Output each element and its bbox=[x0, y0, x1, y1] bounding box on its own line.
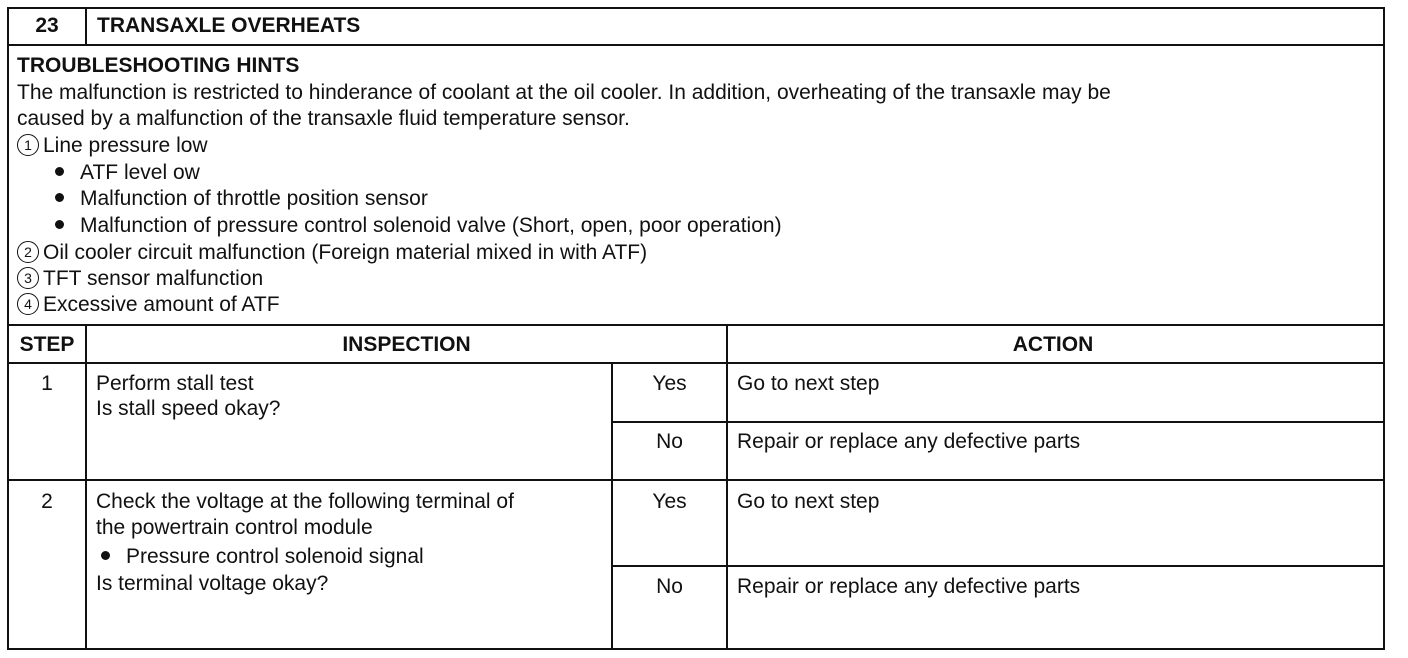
bullet-icon bbox=[55, 193, 64, 202]
step1-inspection-line2: Is stall speed okay? bbox=[96, 397, 281, 420]
header-action: ACTION bbox=[1012, 333, 1094, 356]
hint-item-4 bbox=[17, 292, 280, 318]
step2-bullet-text: Pressure control solenoid signal bbox=[126, 545, 424, 568]
step1-inspection-line1: Perform stall test bbox=[96, 372, 254, 395]
hints-paragraph-line2: caused by a malfunction of the transaxle fluid temperature sensor. bbox=[17, 107, 630, 130]
hints-paragraph-line1: The malfunction is restricted to hinderance of coolant at the oil cooler. In addition, overheating of the transaxle may be bbox=[17, 81, 1111, 104]
hint-item-2-text: Oil cooler circuit malfunction (Foreign material mixed in with ATF) bbox=[43, 241, 648, 264]
circled-number-3: 3 bbox=[17, 267, 39, 289]
header-inspection: INSPECTION bbox=[342, 333, 471, 356]
step2-inspection-line2: the powertrain control module bbox=[96, 516, 373, 539]
hint-sub-item-1 bbox=[55, 160, 200, 186]
bullet-icon bbox=[55, 220, 64, 229]
step-column-divider bbox=[85, 324, 87, 650]
hint-item-1 bbox=[17, 133, 208, 159]
action-column-divider bbox=[726, 324, 728, 650]
step2-inspection-bullet bbox=[101, 544, 424, 570]
bullet-icon bbox=[55, 167, 64, 176]
step1-number: 1 bbox=[41, 372, 53, 395]
table-top-rule bbox=[7, 324, 1385, 326]
hint-item-2 bbox=[17, 240, 647, 266]
hint-item-3-text: TFT sensor malfunction bbox=[43, 267, 264, 290]
hint-sub-item-2 bbox=[55, 186, 428, 212]
step2-no-action: Repair or replace any defective parts bbox=[737, 575, 1081, 598]
hint-sub-item-3 bbox=[55, 213, 782, 239]
bullet-icon bbox=[101, 551, 110, 560]
hint-item-3 bbox=[17, 266, 263, 292]
header-step: STEP bbox=[19, 333, 75, 356]
circled-number-4: 4 bbox=[17, 293, 39, 315]
step2-no: No bbox=[656, 575, 683, 598]
step2-yes: Yes bbox=[652, 490, 687, 513]
circled-number-2: 2 bbox=[17, 241, 39, 263]
section-number: 23 bbox=[35, 14, 59, 37]
step2-number: 2 bbox=[41, 490, 53, 513]
title-bottom-rule bbox=[7, 44, 1385, 46]
hint-sub-item-2-text: Malfunction of throttle position sensor bbox=[80, 187, 428, 210]
step1-no: No bbox=[656, 430, 683, 453]
table-header-rule bbox=[7, 362, 1385, 364]
section-title: TRANSAXLE OVERHEATS bbox=[97, 14, 361, 37]
step2-inspection-line1: Check the voltage at the following terminal of bbox=[96, 490, 514, 513]
hint-sub-item-1-text: ATF level ow bbox=[80, 161, 200, 184]
step1-bottom-rule bbox=[7, 479, 1385, 481]
step2-inspection-line3: Is terminal voltage okay? bbox=[96, 572, 329, 595]
hint-sub-item-3-text: Malfunction of pressure control solenoid valve (Short, open, poor operation) bbox=[80, 214, 782, 237]
step1-no-action: Repair or replace any defective parts bbox=[737, 430, 1081, 453]
title-divider bbox=[85, 7, 87, 45]
hints-heading: TROUBLESHOOTING HINTS bbox=[17, 54, 300, 77]
step1-yes-action: Go to next step bbox=[737, 372, 880, 395]
step2-yes-action: Go to next step bbox=[737, 490, 880, 513]
hint-item-1-text: Line pressure low bbox=[43, 134, 208, 157]
hint-item-4-text: Excessive amount of ATF bbox=[43, 293, 280, 316]
circled-number-1: 1 bbox=[17, 134, 39, 156]
step1-yes: Yes bbox=[652, 372, 687, 395]
